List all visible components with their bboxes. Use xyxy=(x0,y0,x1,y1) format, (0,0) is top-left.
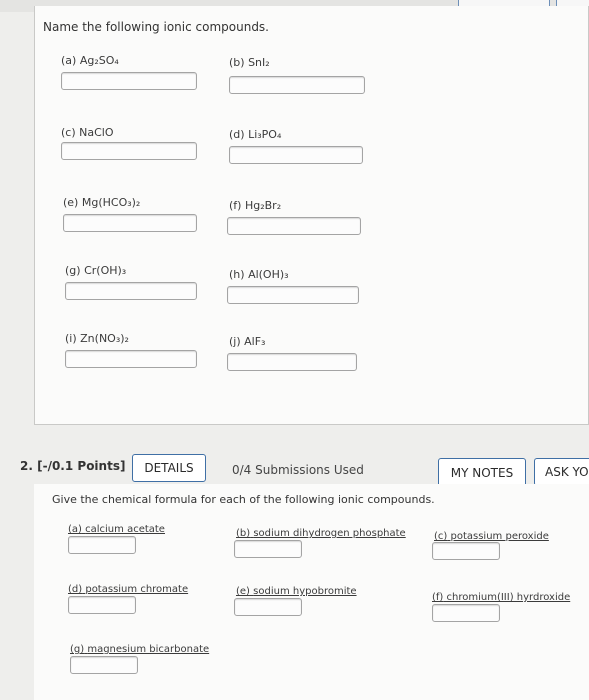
q2-item-f-answer-input[interactable] xyxy=(432,604,500,622)
item-c-label xyxy=(61,126,114,139)
item-c-letter: (c) xyxy=(61,126,76,139)
question-2-points: [-/0.1 Points] xyxy=(37,459,126,473)
item-j-letter: (j) xyxy=(229,335,241,348)
q2-item-g-name: magnesium bicarbonate xyxy=(87,644,210,655)
item-j-answer-input[interactable] xyxy=(227,353,357,371)
item-e-label xyxy=(63,196,140,209)
q2-item-c-label xyxy=(434,531,549,542)
q2-item-g-answer-input[interactable] xyxy=(70,656,138,674)
item-h-letter: (h) xyxy=(229,268,245,281)
question-2-card xyxy=(34,484,589,700)
item-f-answer-input[interactable] xyxy=(227,217,361,235)
q2-item-g-letter: (g) xyxy=(70,644,85,655)
q2-item-a-letter: (a) xyxy=(68,524,82,535)
item-a-answer-input[interactable] xyxy=(61,72,197,90)
ask-your-teacher-button[interactable]: ASK YO xyxy=(534,458,589,486)
q2-item-e-name: sodium hypobromite xyxy=(253,586,357,597)
q2-item-a-label xyxy=(68,524,165,535)
item-f-label xyxy=(229,199,281,212)
item-b-letter: (b) xyxy=(229,56,245,69)
item-d-letter: (d) xyxy=(229,128,245,141)
item-f-formula: Hg₂Br₂ xyxy=(244,199,282,212)
item-d-answer-input[interactable] xyxy=(229,146,363,164)
item-i-letter: (i) xyxy=(65,332,77,345)
item-i-answer-input[interactable] xyxy=(65,350,197,368)
item-i-formula: Zn(NO₃)₂ xyxy=(80,332,129,345)
item-j-formula: AlF₃ xyxy=(244,335,266,348)
item-b-formula: SnI₂ xyxy=(248,56,270,69)
item-f-letter: (f) xyxy=(229,199,242,212)
item-b-answer-input[interactable] xyxy=(229,76,365,94)
item-g-label xyxy=(65,264,126,277)
item-g-letter: (g) xyxy=(65,264,81,277)
q2-item-d-answer-input[interactable] xyxy=(68,596,136,614)
item-i-label xyxy=(65,332,129,345)
item-d-label xyxy=(229,128,281,141)
q2-item-c-answer-input[interactable] xyxy=(432,542,500,560)
q2-item-b-answer-input[interactable] xyxy=(234,540,302,558)
q2-item-d-label xyxy=(68,584,188,595)
item-g-answer-input[interactable] xyxy=(65,282,197,300)
item-d-formula: Li₃PO₄ xyxy=(248,128,282,141)
item-h-formula: Al(OH)₃ xyxy=(248,268,289,281)
item-a-letter: (a) xyxy=(61,54,77,67)
item-j-label xyxy=(229,335,265,348)
item-c-formula: NaClO xyxy=(79,126,114,139)
q2-item-e-label xyxy=(236,586,357,597)
question-2-instruction: Give the chemical formula for each of the following ionic compounds. xyxy=(52,493,435,506)
question-1-instruction: Name the following ionic compounds. xyxy=(43,20,269,34)
q2-item-c-letter: (c) xyxy=(434,531,448,542)
item-e-formula: Mg(HCO₃)₂ xyxy=(81,196,141,209)
item-h-answer-input[interactable] xyxy=(227,286,359,304)
q2-item-d-letter: (d) xyxy=(68,584,83,595)
q2-item-e-letter: (e) xyxy=(236,586,250,597)
q2-item-b-letter: (b) xyxy=(236,528,251,539)
q2-item-d-name: potassium chromate xyxy=(85,584,189,595)
q2-item-f-letter: (f) xyxy=(432,592,444,603)
item-a-label xyxy=(61,54,119,67)
item-e-letter: (e) xyxy=(63,196,79,209)
submissions-used: 0/4 Submissions Used xyxy=(232,463,364,477)
question-2-header xyxy=(20,459,125,473)
q2-item-e-answer-input[interactable] xyxy=(234,598,302,616)
q2-item-f-name: chromium(III) hyrdroxide xyxy=(446,592,571,603)
q2-item-a-name: calcium acetate xyxy=(85,524,165,535)
q2-item-f-label xyxy=(432,592,570,603)
item-g-formula: Cr(OH)₃ xyxy=(84,264,127,277)
item-a-formula: Ag₂SO₄ xyxy=(79,54,119,67)
item-b-label xyxy=(229,56,270,69)
q2-item-b-label xyxy=(236,528,406,539)
q2-item-a-answer-input[interactable] xyxy=(68,536,136,554)
question-2-number: 2. xyxy=(20,459,33,473)
item-h-label xyxy=(229,268,289,281)
details-button[interactable]: DETAILS xyxy=(132,454,206,482)
question-1-card xyxy=(34,6,589,425)
q2-item-c-name: potassium peroxide xyxy=(450,531,549,542)
my-notes-button[interactable]: MY NOTES xyxy=(438,458,526,488)
q2-item-g-label xyxy=(70,644,209,655)
q2-item-b-name: sodium dihydrogen phosphate xyxy=(253,528,406,539)
item-c-answer-input[interactable] xyxy=(61,142,197,160)
item-e-answer-input[interactable] xyxy=(63,214,197,232)
